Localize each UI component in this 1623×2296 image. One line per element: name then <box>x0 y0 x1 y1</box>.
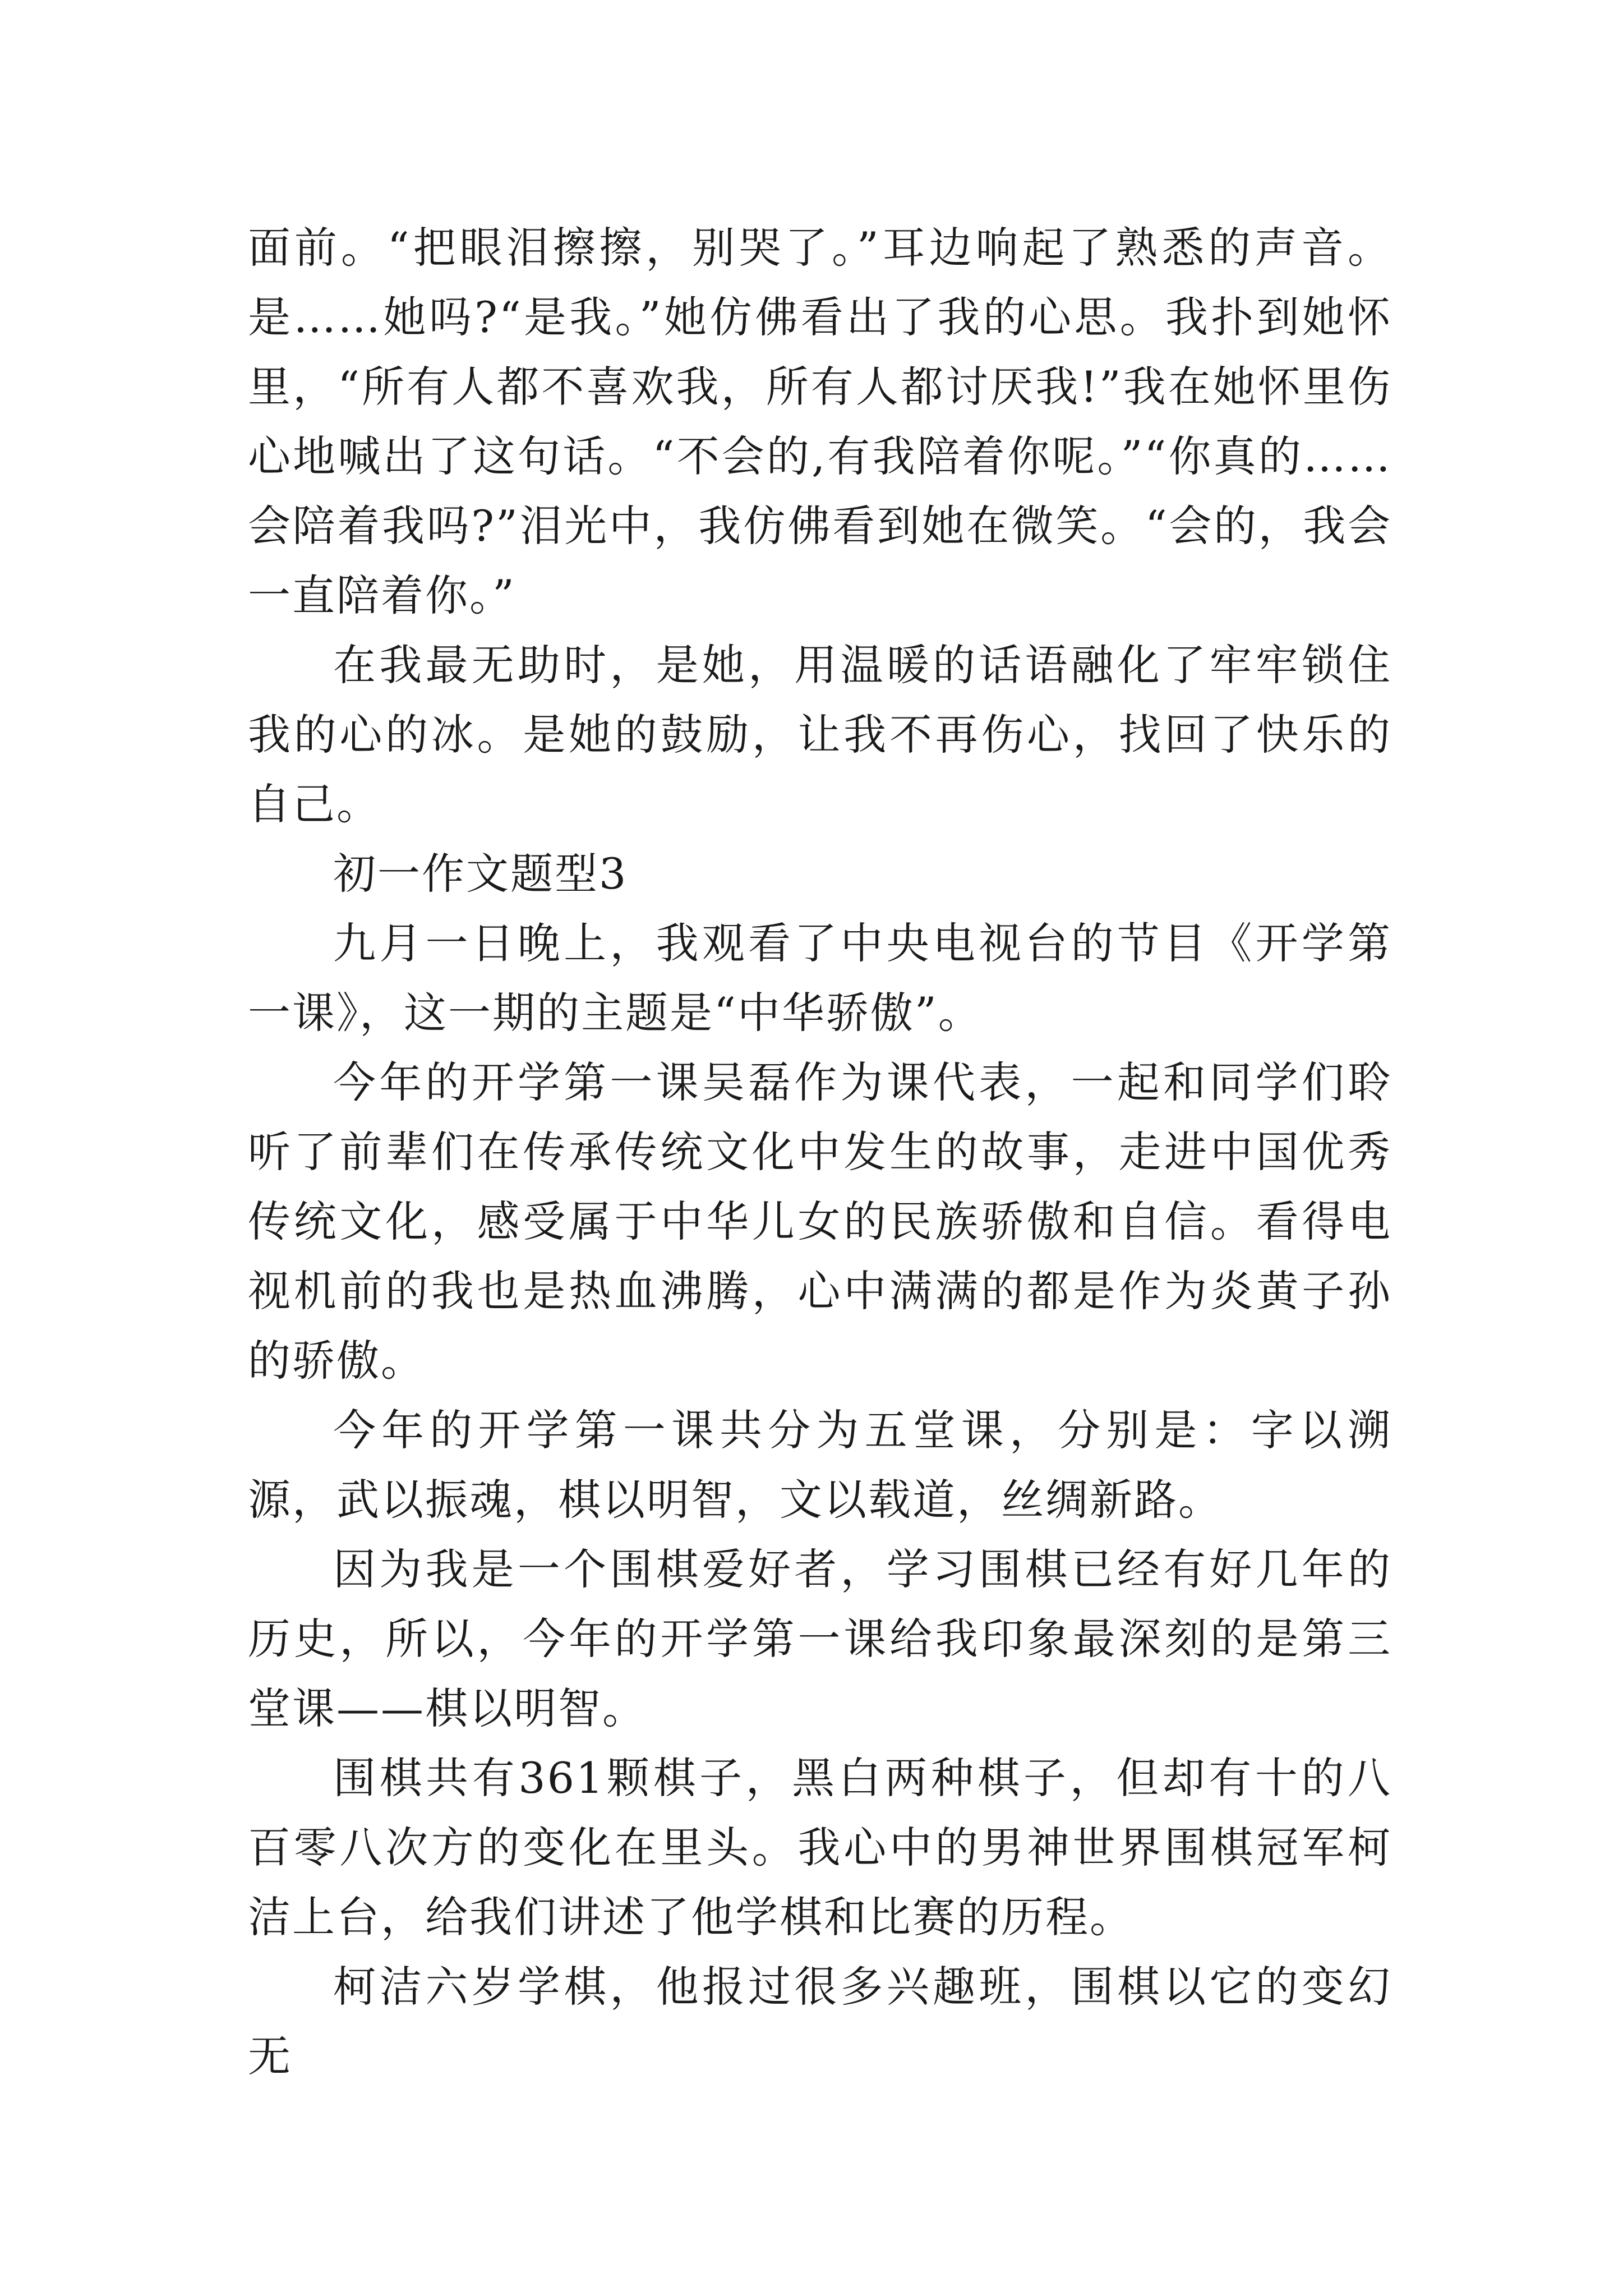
paragraph-3: 九月一日晚上，我观看了中央电视台的节目《开学第一课》，这一期的主题是“中华骄傲”。 <box>248 918 1392 1038</box>
paragraph-1: 面前。“把眼泪擦擦，别哭了。”耳边响起了熟悉的声音。是……她吗?“是我。”她仿佛看出了我的心思。我扑到她怀里，“所有人都不喜欢我，所有人都讨厌我!”我在她怀里伤心地喊出了这句话。“不会的,有我陪着你呢。”“你真的……会陪着我吗?”泪光中，我仿佛看到她在微笑。“会的，我会一直陪着你。” <box>248 223 1392 620</box>
paragraph-7: 围棋共有361颗棋子，黑白两种棋子，但却有十的八百零八次方的变化在里头。我心中的男神世界围棋冠军柯洁上台，给我们讲述了他学棋和比赛的历程。 <box>248 1753 1392 1942</box>
section-heading: 初一作文题型3 <box>333 849 628 899</box>
paragraph-8: 柯洁六岁学棋，他报过很多兴趣班，围棋以它的变幻无 <box>248 1962 1392 2081</box>
paragraph-6: 因为我是一个围棋爱好者，学习围棋已经有好几年的历史，所以，今年的开学第一课给我印象最深刻的是第三堂课——棋以明智。 <box>248 1544 1392 1733</box>
document-body <box>248 213 1392 2091</box>
paragraph-2: 在我最无助时，是她，用温暖的话语融化了牢牢锁住我的心的冰。是她的鼓励，让我不再伤心，找回了快乐的自己。 <box>248 640 1392 829</box>
paragraph-4: 今年的开学第一课吴磊作为课代表，一起和同学们聆听了前辈们在传承传统文化中发生的故事，走进中国优秀传统文化，感受属于中华儿女的民族骄傲和自信。看得电视机前的我也是热血沸腾，心中满满的都是作为炎黄子孙的骄傲。 <box>248 1057 1392 1386</box>
paragraph-5: 今年的开学第一课共分为五堂课，分别是：字以溯源，武以振魂，棋以明智，文以载道，丝绸新路。 <box>248 1405 1392 1525</box>
